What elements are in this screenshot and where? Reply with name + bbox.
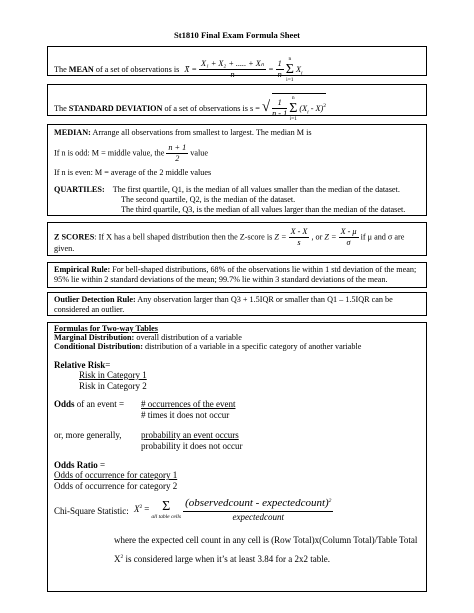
conditional-line bbox=[54, 342, 361, 352]
general-line: or, more generally, bbox=[54, 430, 122, 440]
z-after: if μ and σ are bbox=[360, 232, 405, 242]
chi-square-formula bbox=[134, 497, 333, 523]
sd-fraction bbox=[272, 98, 287, 120]
general-fraction bbox=[141, 430, 242, 453]
mean-label: MEAN bbox=[68, 64, 94, 74]
expected-count-line: where the expected cell count in any cell is (Row Total)x(Column Total)/Table Total bbox=[114, 535, 418, 545]
odds-ratio-eq: = bbox=[97, 460, 106, 470]
page-title: St1810 Final Exam Formula Sheet bbox=[173, 30, 301, 40]
sd-sum-symbol: n Σ i=1 bbox=[289, 95, 298, 122]
chi-square-label: Chi-Square Statistic: bbox=[54, 506, 129, 516]
relative-risk-den: Risk in Category 2 bbox=[79, 381, 147, 392]
marginal-text: overall distribution of a variable bbox=[134, 333, 242, 342]
median-odd-den: 2 bbox=[175, 154, 180, 164]
sd-frac-num: 1 bbox=[272, 98, 287, 109]
outlier-line1 bbox=[54, 295, 393, 305]
mean-box bbox=[47, 46, 427, 83]
sd-term2: - X) bbox=[308, 103, 324, 113]
mean-sum-top: n bbox=[288, 56, 292, 62]
mean-row: The MEAN of a set of observations is X̄ = $\frac{\text{X₁ + X₂ + ..... + Xₙ}}{n}$ = $\frac{1}{n}$ n Σ i=1 $X_i$ bbox=[54, 56, 303, 83]
twoway-heading: Formulas for Two-way Tables bbox=[54, 324, 158, 333]
quartiles-q2: The second quartile, Q2, is the median of the dataset. bbox=[121, 195, 296, 204]
large-text: is considered large when it’s at least 3.84 for a 2x2 table. bbox=[123, 554, 331, 564]
empirical-line1 bbox=[54, 265, 416, 275]
z2-den: σ bbox=[346, 238, 351, 248]
outlier-text: Any observation larger than Q3 + 1.5IQR or smaller than Q1 – 1.5IQR can be bbox=[135, 295, 393, 304]
chi-sum-symbol: Σ all table cells bbox=[151, 498, 182, 520]
general-den: probability it does not occur bbox=[141, 441, 243, 452]
relative-risk-label: Relative Risk bbox=[54, 360, 106, 370]
two-way-tables-box bbox=[47, 322, 427, 592]
sd-frac-den: n - 1 bbox=[272, 109, 288, 119]
mean-sum-num: 1 bbox=[276, 59, 284, 70]
empirical-label: Empirical Rule: bbox=[54, 265, 111, 274]
chi-sub-table: table bbox=[158, 513, 170, 520]
chi-num: (observedcount - expectedcount) bbox=[185, 497, 329, 509]
z-label: Z SCORES bbox=[54, 232, 95, 242]
z-or: , or bbox=[311, 232, 323, 242]
odds-label: Odds bbox=[54, 399, 75, 409]
empirical-text: For bell-shaped distributions, 68% of the observations lie within 1 std deviation of the mean; bbox=[110, 265, 417, 274]
odds-ratio-num: Odds of occurrence for category 1 bbox=[54, 470, 178, 480]
z1-num: X - X bbox=[289, 227, 310, 238]
outlier-label: Outlier Detection Rule: bbox=[54, 295, 136, 304]
mean-term: X bbox=[296, 64, 302, 74]
relative-risk-fraction bbox=[79, 370, 147, 393]
conditional-text: distribution of a variable in a specific category of another variable bbox=[142, 342, 362, 351]
z-line: Z SCORES: If X has a bell shaped distribution then the Z-score is Z = $\frac{X - X}{s}$ , or Z = $\frac{X - \mu}{\sigma}$ if μ and σ are bbox=[54, 227, 405, 248]
odds-num: # occurrences of the event bbox=[141, 399, 236, 409]
chi-sub-all: all bbox=[151, 513, 158, 520]
z-fraction-sample bbox=[289, 227, 310, 249]
odds-text: of an event = bbox=[74, 399, 125, 409]
quartiles-label: QUARTILES: bbox=[54, 185, 105, 194]
relative-risk-eq: = bbox=[105, 360, 111, 370]
z-scores-box bbox=[47, 222, 427, 256]
mean-sum-symbol: n Σ i=1 bbox=[285, 56, 294, 83]
sd-text: of a set of observations is s bbox=[162, 103, 254, 113]
general-num: probability an event occurs bbox=[141, 430, 239, 440]
odds-fraction bbox=[141, 399, 235, 422]
mean-sum-bottom: i=1 bbox=[286, 76, 294, 83]
median-even-line: If n is even: M = average of the 2 middle values bbox=[54, 168, 212, 177]
z1-den: s bbox=[297, 238, 301, 248]
sd-term: (X bbox=[299, 103, 308, 113]
odds-line bbox=[54, 399, 124, 410]
empirical-line2: 95% lie within 2 standard deviations of the mean; 99.7% lie within 3 standard deviations of the mean. bbox=[54, 275, 388, 284]
chi-sup: 2 bbox=[139, 504, 143, 511]
odds-ratio-label: Odds Ratio bbox=[54, 460, 98, 470]
median-odd-after: value bbox=[190, 148, 208, 158]
sd-prefix: The bbox=[54, 103, 69, 113]
median-quartiles-box bbox=[47, 124, 427, 216]
median-label: MEDIAN: bbox=[54, 128, 91, 137]
outlier-box bbox=[47, 292, 427, 316]
z2-num: X - μ bbox=[339, 227, 359, 238]
chi-den: expectedcount bbox=[232, 511, 284, 522]
odds-ratio-fraction bbox=[54, 470, 177, 493]
quartiles-q1-line bbox=[54, 185, 400, 195]
mean-fraction bbox=[199, 59, 266, 81]
chi-sub-cells: cells bbox=[170, 513, 182, 520]
median-odd-fraction bbox=[166, 143, 188, 165]
median-text: Arrange all observations from smallest to largest. The median M is bbox=[90, 128, 312, 137]
chi-eq: = bbox=[144, 503, 150, 514]
sd-square: 2 bbox=[323, 103, 326, 110]
sd-sum-top: n bbox=[291, 95, 295, 101]
quartiles-q3: The third quartile, Q3, is the median of all values larger than the median of the dataset. bbox=[121, 205, 406, 214]
sd-sub: i bbox=[307, 109, 309, 116]
z-line2: given. bbox=[54, 244, 75, 253]
odds-den: # times it does not occur bbox=[141, 410, 230, 421]
odds-ratio-den: Odds of occurrence for category 2 bbox=[54, 481, 178, 492]
sd-sum-bottom: i=1 bbox=[289, 115, 297, 122]
marginal-label: Marginal Distribution: bbox=[54, 333, 135, 342]
large-sup: 2 bbox=[120, 554, 124, 560]
median-odd-text: If n is odd: M = middle value, the bbox=[54, 148, 165, 158]
quartiles-q1: The first quartile, Q1, is the median of all values smaller than the median of the dataset. bbox=[112, 185, 400, 194]
z-fraction-population bbox=[339, 227, 359, 249]
sd-radicand bbox=[272, 93, 326, 123]
mean-sum-den: n bbox=[277, 70, 282, 80]
chi-fraction bbox=[183, 497, 333, 523]
mean-sum-fraction bbox=[276, 59, 284, 81]
empirical-rule-box bbox=[47, 262, 427, 288]
mean-numerator: X₁ + X₂ + ..... + Xₙ bbox=[199, 59, 266, 70]
z-text: : If X has a bell shaped distribution then the Z-score is bbox=[94, 232, 273, 242]
chi-x: X bbox=[134, 503, 140, 514]
conditional-label: Conditional Distribution: bbox=[54, 342, 143, 351]
sd-row: The STANDARD DEVIATION of a set of observations is s = √ $\frac{1}{n - 1}$ n Σ i=1 $(X_i - X)^2$ bbox=[54, 95, 326, 122]
chi-large-line bbox=[114, 554, 330, 565]
large-x: X bbox=[114, 554, 121, 564]
median-odd-line bbox=[54, 143, 208, 165]
outlier-line2: considered an outlier. bbox=[54, 305, 125, 314]
chi-num-sup: 2 bbox=[328, 498, 332, 504]
median-line bbox=[54, 128, 312, 138]
mean-prefix: The bbox=[54, 64, 69, 74]
std-dev-box bbox=[47, 84, 427, 122]
mean-text: of a set of observations is bbox=[93, 64, 180, 74]
median-odd-num: n + 1 bbox=[166, 143, 188, 154]
mean-denominator: n bbox=[230, 70, 235, 80]
sd-label: STANDARD DEVIATION bbox=[68, 103, 163, 113]
mean-sub: i bbox=[301, 70, 303, 77]
relative-risk-num: Risk in Category 1 bbox=[79, 370, 147, 380]
